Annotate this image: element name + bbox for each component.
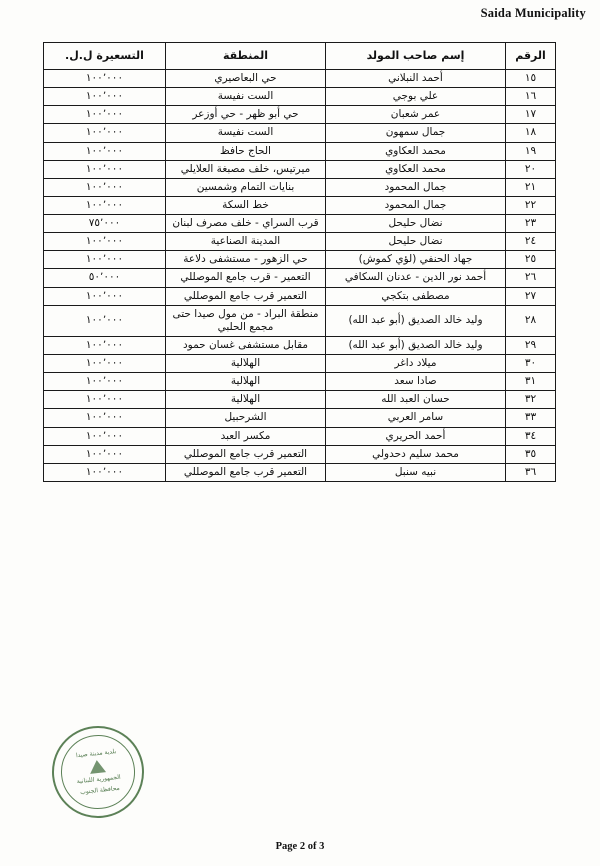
cell-number: ٢٢ [506,196,556,214]
table-head [44,43,556,70]
column-header-number: الرقم [506,43,556,70]
cell-area: الست نفيسة [166,88,326,106]
table-row [44,336,556,354]
cell-owner: علي بوجي [326,88,506,106]
cell-price: ١٠٠٬٠٠٠ [44,251,166,269]
cell-owner: جهاد الحنفي (لؤي كموش) [326,251,506,269]
cell-owner: عمر شعبان [326,106,506,124]
cell-number: ٢١ [506,178,556,196]
cell-owner: سامر العربي [326,409,506,427]
cell-owner: جمال سمهون [326,124,506,142]
table-row [44,196,556,214]
cell-price: ١٠٠٬٠٠٠ [44,287,166,305]
cell-area: بنايات التمام وشمسين [166,178,326,196]
table-row [44,391,556,409]
cell-price: ١٠٠٬٠٠٠ [44,196,166,214]
table-row [44,287,556,305]
cell-number: ١٨ [506,124,556,142]
table-row [44,233,556,251]
cell-owner: جمال المحمود [326,196,506,214]
cell-area: الشرحبيل [166,409,326,427]
cell-owner: مصطفى بتكجي [326,287,506,305]
cell-area: التعمير قرب جامع الموصللي [166,463,326,481]
table-row [44,178,556,196]
cell-number: ١٥ [506,70,556,88]
column-header-owner: إسم صاحب المولد [326,43,506,70]
cell-owner: نبيه سنبل [326,463,506,481]
cell-owner: وليد خالد الصديق (أبو عبد الله) [326,305,506,336]
cell-owner: محمد العكاوي [326,142,506,160]
cell-area: قرب السراي - خلف مصرف لبنان [166,215,326,233]
cell-area: الهلالية [166,355,326,373]
cell-price: ١٠٠٬٠٠٠ [44,142,166,160]
cell-price: ١٠٠٬٠٠٠ [44,178,166,196]
cell-owner: حسان العبد الله [326,391,506,409]
cell-area: خط السكة [166,196,326,214]
cell-number: ٢٥ [506,251,556,269]
cell-owner: صادا سعد [326,373,506,391]
cell-area: حي البعاصيري [166,70,326,88]
table-row [44,409,556,427]
cell-price: ١٠٠٬٠٠٠ [44,463,166,481]
table-row [44,269,556,287]
cell-area: منطقة البراد - من مول صيدا حتى مجمع الحلبي [166,305,326,336]
table-row [44,251,556,269]
table-row [44,88,556,106]
cell-owner: أحمد الحريري [326,427,506,445]
cell-number: ٢٣ [506,215,556,233]
cell-owner: محمد العكاوي [326,160,506,178]
page-footer: Page 2 of 3 [275,841,325,852]
column-header-area: المنطقة [166,43,326,70]
cell-area: الهلالية [166,373,326,391]
official-stamp [47,721,148,822]
cell-number: ٢٨ [506,305,556,336]
cell-number: ٢٧ [506,287,556,305]
cell-area: حي الزهور - مستشفى دلاعة [166,251,326,269]
cell-area: حي أبو ظهر - حي أوزعر [166,106,326,124]
table-header-row [44,43,556,70]
cell-owner: جمال المحمود [326,178,506,196]
cell-area: التعمير قرب جامع الموصللي [166,445,326,463]
cell-number: ٣٣ [506,409,556,427]
cell-price: ١٠٠٬٠٠٠ [44,106,166,124]
cell-price: ١٠٠٬٠٠٠ [44,445,166,463]
page-header-title: Saida Municipality [480,6,586,20]
cell-number: ٣١ [506,373,556,391]
stamp-content [65,739,131,805]
cell-price: ١٠٠٬٠٠٠ [44,88,166,106]
cell-number: ٢٠ [506,160,556,178]
cell-number: ١٩ [506,142,556,160]
table-row [44,305,556,336]
table-row [44,373,556,391]
table-row [44,445,556,463]
cell-owner: أحمد نور الدين - عدنان السكافي [326,269,506,287]
table-row [44,142,556,160]
cell-price: ١٠٠٬٠٠٠ [44,355,166,373]
cell-price: ١٠٠٬٠٠٠ [44,336,166,354]
cell-price: ١٠٠٬٠٠٠ [44,409,166,427]
cell-area: المدينة الصناعية [166,233,326,251]
column-header-price: التسعيرة ل.ل. [44,43,166,70]
stamp-line-3: محافظة الجنوب [79,784,121,796]
table-row [44,463,556,481]
cell-owner: محمد سليم دحدولي [326,445,506,463]
cell-price: ١٠٠٬٠٠٠ [44,391,166,409]
cell-number: ٣٤ [506,427,556,445]
cell-price: ١٠٠٬٠٠٠ [44,160,166,178]
table-row [44,160,556,178]
cell-area: الست نفيسة [166,124,326,142]
table-row [44,124,556,142]
cell-number: ٣٥ [506,445,556,463]
cell-price: ١٠٠٬٠٠٠ [44,373,166,391]
table-row [44,427,556,445]
cell-area: التعمير قرب جامع الموصللي [166,287,326,305]
cell-area: الحاج حافظ [166,142,326,160]
stamp-line-1: بلدية مدينة صيدا [75,748,117,760]
cell-number: ٣٦ [506,463,556,481]
cell-price: ١٠٠٬٠٠٠ [44,70,166,88]
cell-area: التعمير - قرب جامع الموصللي [166,269,326,287]
cell-number: ٣٢ [506,391,556,409]
cell-number: ٢٤ [506,233,556,251]
stamp-line-2: الجمهورية اللبنانية [76,774,122,786]
cell-price: ٥٠٬٠٠٠ [44,269,166,287]
cell-price: ١٠٠٬٠٠٠ [44,124,166,142]
cell-price: ٧٥٬٠٠٠ [44,215,166,233]
cell-owner: ميلاد داغر [326,355,506,373]
cell-price: ١٠٠٬٠٠٠ [44,427,166,445]
table-row [44,106,556,124]
cell-price: ١٠٠٬٠٠٠ [44,233,166,251]
cell-area: الهلالية [166,391,326,409]
table-body [44,70,556,482]
cell-owner: أحمد النبلاني [326,70,506,88]
cell-owner: نضال حليحل [326,215,506,233]
cell-number: ١٧ [506,106,556,124]
cell-area: مقابل مستشفى غسان حمود [166,336,326,354]
cell-number: ٢٦ [506,269,556,287]
table-row [44,70,556,88]
cell-number: ٣٠ [506,355,556,373]
cell-owner: وليد خالد الصديق (أبو عبد الله) [326,336,506,354]
cell-price: ١٠٠٬٠٠٠ [44,305,166,336]
table-row [44,215,556,233]
generator-price-table-wrapper [44,42,556,482]
cedar-tree-icon [89,760,106,775]
cell-number: ١٦ [506,88,556,106]
cell-area: مكسر العبد [166,427,326,445]
cell-number: ٢٩ [506,336,556,354]
table-row [44,355,556,373]
generator-price-table [43,42,556,482]
cell-owner: نضال حليحل [326,233,506,251]
cell-area: ميرتيس، خلف مصبغة العلايلي [166,160,326,178]
